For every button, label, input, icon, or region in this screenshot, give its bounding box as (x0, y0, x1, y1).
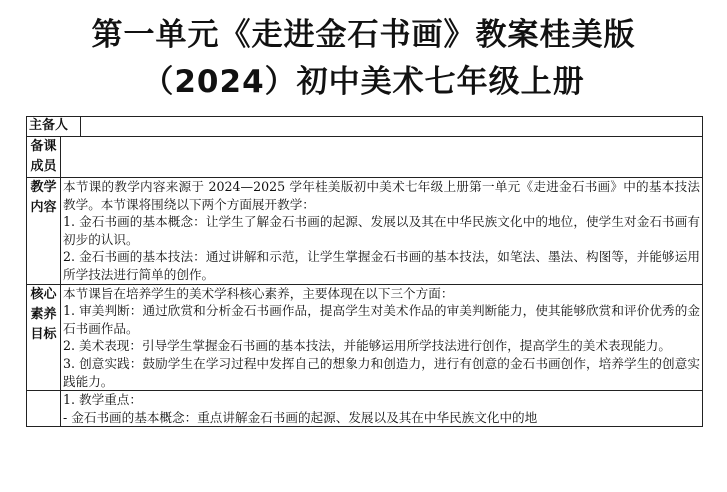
members-label-line-2: 成员 (30, 159, 57, 174)
literacy-row (27, 284, 703, 391)
preparer-label: 主备人 (27, 117, 81, 137)
key-points-label (27, 391, 61, 427)
content-paragraph: 本节课的教学内容来源于 2024—2025 学年桂美版初中美术七年级上册第一单元《走进金石书画》中的基本技法教学。本节课将围绕以下两个方面展开教学： (63, 179, 700, 212)
document-title-line-2: （2024）初中美术七年级上册 (142, 64, 585, 100)
literacy-label (27, 284, 61, 391)
content-text (61, 178, 703, 285)
content-label-line-1: 教学 (30, 180, 57, 195)
key-points-paragraph: - 金石书画的基本概念：重点讲解金石书画的起源、发展以及其在中华民族文化中的地 (63, 409, 538, 425)
preparer-value (81, 117, 703, 137)
preparer-row (27, 117, 703, 137)
members-row (27, 137, 703, 178)
content-label (27, 178, 61, 285)
literacy-paragraph: 2. 美术表现：引导学生掌握金石书画的基本技法，并能够运用所学技法进行创作，提高学生的美术表现能力。 (63, 338, 671, 354)
key-points-paragraph: 1. 教学重点： (63, 392, 142, 408)
members-label-line-1: 备课 (30, 139, 57, 154)
content-label-line-2: 内容 (30, 200, 57, 215)
key-points-row (27, 391, 703, 427)
literacy-label-line-1: 核心 (30, 286, 57, 302)
content-paragraph: 2. 金石书画的基本技法：通过讲解和示范，让学生掌握金石书画的基本技法，如笔法、墨法、构图等，并能够运用所学技法进行简单的创作。 (63, 249, 700, 282)
members-label (27, 137, 61, 178)
key-points-text (61, 391, 703, 427)
content-row (27, 178, 703, 285)
members-value (61, 137, 703, 178)
literacy-paragraph: 3. 创意实践：鼓励学生在学习过程中发挥自己的想象力和创造力，进行有创意的金石书画创作，培养学生的创意实践能力。 (63, 355, 700, 389)
literacy-paragraph: 1. 审美判断：通过欣赏和分析金石书画作品，提高学生对美术作品的审美判断能力，使其能够欣赏和评价优秀的金石书画作品。 (63, 303, 700, 336)
document-title-line-1: 第一单元《走进金石书画》教案桂美版 (91, 17, 636, 53)
content-paragraph: 1. 金石书画的基本概念：让学生了解金石书画的起源、发展以及其在中华民族文化中的地位，使学生对金石书画有初步的认识。 (63, 214, 700, 247)
literacy-label-line-3: 目标 (30, 326, 57, 342)
lesson-plan-table (26, 116, 703, 427)
literacy-paragraph: 本节课旨在培养学生的美术学科核心素养，主要体现在以下三个方面： (63, 285, 454, 301)
literacy-text (61, 284, 703, 391)
literacy-label-line-2: 素养 (30, 306, 57, 322)
